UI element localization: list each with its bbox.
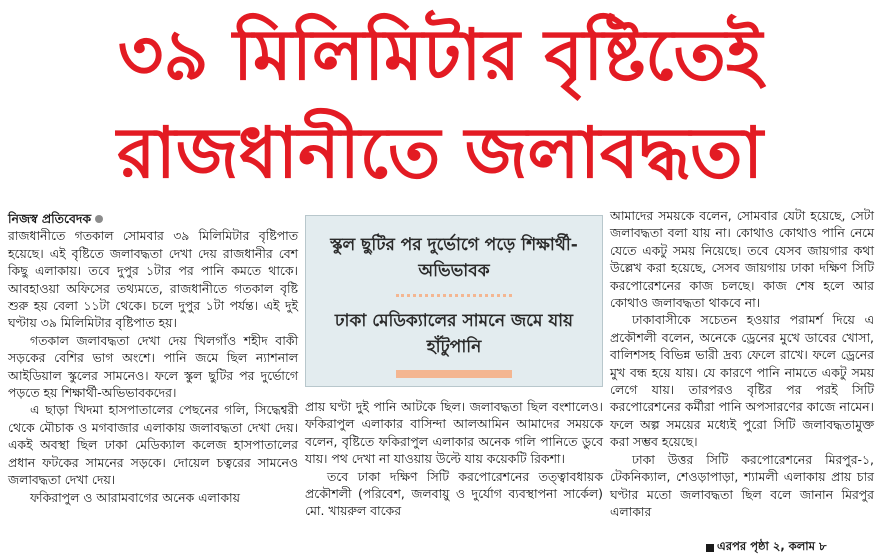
paragraph: ঢাকা উত্তর সিটি করপোরেশনের মিরপুর-১, টেকনিক্যাল, শেওড়াপাড়া, শ্যামলী এলাকায় প্রায় চার ঘণ্টার মতো জলাবদ্ধতা ছিল বলে জানান মিরপুর এলাকার bbox=[610, 451, 874, 519]
paragraph: এ ছাড়া খিদমা হাসপাতালের পেছনের গলি, সিদ্ধেশ্বরী থেকে মৌচাক ও মগবাজার এলাকায় জলাবদ্ধতা দেখা দেয়। একই অবস্থা ছিল ঢাকা মেডিক্যাল কলেজ হাসপাতালের প্রধান ফটকের সামনের সড়কে। দোয়েল চত্বরের সামনেও জলাবদ্ধতা দেখা দেয়। bbox=[8, 402, 298, 488]
paragraph: তবে ঢাকা দক্ষিণ সিটি করপোরেশনের তত্ত্বাবধায়ক প্রকৌশলী (পরিবেশ, জলবায়ু ও দুর্যোগ ব্যবস্থাপনা সার্কেল) মো. খায়রুল বাকের bbox=[305, 468, 603, 519]
pullquote-divider bbox=[396, 294, 512, 297]
headline-line-1: ৩৯ মিলিমিটার বৃষ্টিতেই bbox=[117, 14, 763, 96]
square-bullet-icon bbox=[706, 544, 714, 552]
pullquote-box bbox=[305, 215, 603, 387]
pullquote-accent-bar bbox=[396, 370, 512, 378]
pullquote-2: ঢাকা মেডিক্যালের সামনে জমে যায় হাঁটুপানি bbox=[334, 311, 574, 357]
byline-text: নিজস্ব প্রতিবেদক bbox=[8, 211, 92, 226]
paragraph: আমাদের সময়কে বলেন, সোমবার যেটা হয়েছে, সেটা জলাবদ্ধতা বলা যায় না। কোথাও কোথাও পানি নেমে যেতে একটু সময় নিয়েছে। তবে যেসব জায়গার কথা উল্লেখ করা হয়েছে, সেসব জায়গায় ঢাকা দক্ষিণ সিটি করপোরেশনের কাজ চলছে। কাজ শেষ হলে আর কোথাও জলাবদ্ধতা থাকবে না। bbox=[610, 208, 874, 311]
paragraph: রাজধানীতে গতকাল সোমবার ৩৯ মিলিমিটার বৃষ্টিপাত হয়েছে। এই বৃষ্টিতে জলাবদ্ধতা দেখা দেয় রাজধানীর বেশ কিছু এলাকায়। তবে দুপুর ১টার পর পানি কমতে থাকে। আবহাওয়া অফিসের তথ্যমতে, রাজধানীতে গতকাল বৃষ্টি শুরু হয় বেলা ১১টা থেকে। চলে দুপুর ১টা পর্যন্ত। এই দুই ঘণ্টায় ৩৯ মিলিমিটার বৃষ্টিপাত হয়। bbox=[8, 228, 298, 331]
paragraph: ঢাকাবাসীকে সচেতন হওয়ার পরামর্শ দিয়ে এ প্রকৌশলী বলেন, অনেকে ড্রেনের মুখে ডাবের খোসা, বালিশসহ বিভিন্ন ভারী দ্রব্য ফেলে রাখে। ফলে ড্রেনের মুখ বন্ধ হয়ে যায়। যে কারণে পানি নামতে একটু সময় লেগে যায়। তারপরও বৃষ্টির পর পরই সিটি করপোরেশনের কর্মীরা পানি অপসারণের কাজে নামেন। ফলে অল্প সময়ের মধ্যেই পুরো সিটি জলাবদ্ধতামুক্ত করা সম্ভব হয়েছে। bbox=[610, 312, 874, 450]
bullet-dot-icon bbox=[95, 215, 103, 223]
article-column-2 bbox=[305, 398, 603, 520]
article-column-3 bbox=[610, 207, 874, 520]
paragraph: ফকিরাপুল ও আরামবাগের অনেক এলাকায় bbox=[30, 489, 240, 505]
continued-text: এরপর পৃষ্ঠা ২, কলাম ৮ bbox=[717, 539, 827, 553]
continued-jump bbox=[706, 538, 827, 557]
paragraph: প্রায় ঘণ্টা দুই পানি আটকে ছিল। জলাবদ্ধতা ছিল বংশালেও। ফকিরাপুল এলাকার বাসিন্দা আলআমিন আমাদের সময়কে বলেন, বৃষ্টিতে ফকিরাপুল এলাকার অনেক গলি পানিতে ডুবে যায়। পথ দেখা না যাওয়ায় উল্টে যায় কয়েকটি রিকশা। bbox=[305, 399, 603, 467]
pullquote-1: স্কুল ছুটির পর দুর্ভোগে পড়ে শিক্ষার্থী-অভিভাবক bbox=[330, 235, 578, 281]
byline bbox=[8, 210, 298, 227]
paragraph: গতকাল জলাবদ্ধতা দেখা দেয় খিলগাঁও শহীদ বাকী সড়কের বেশির ভাগ অংশে। পানি জমে ছিল ন্যাশনাল আইডিয়াল স্কুলের সামনেও। ফলে স্কুল ছুটির পর দুর্ভোগে পড়তে হয় শিক্ষার্থী-অভিভাবকদের। bbox=[8, 332, 298, 401]
headline-line-2: রাজধানীতে জলাবদ্ধতা bbox=[117, 112, 763, 194]
article-column-1 bbox=[8, 210, 298, 506]
